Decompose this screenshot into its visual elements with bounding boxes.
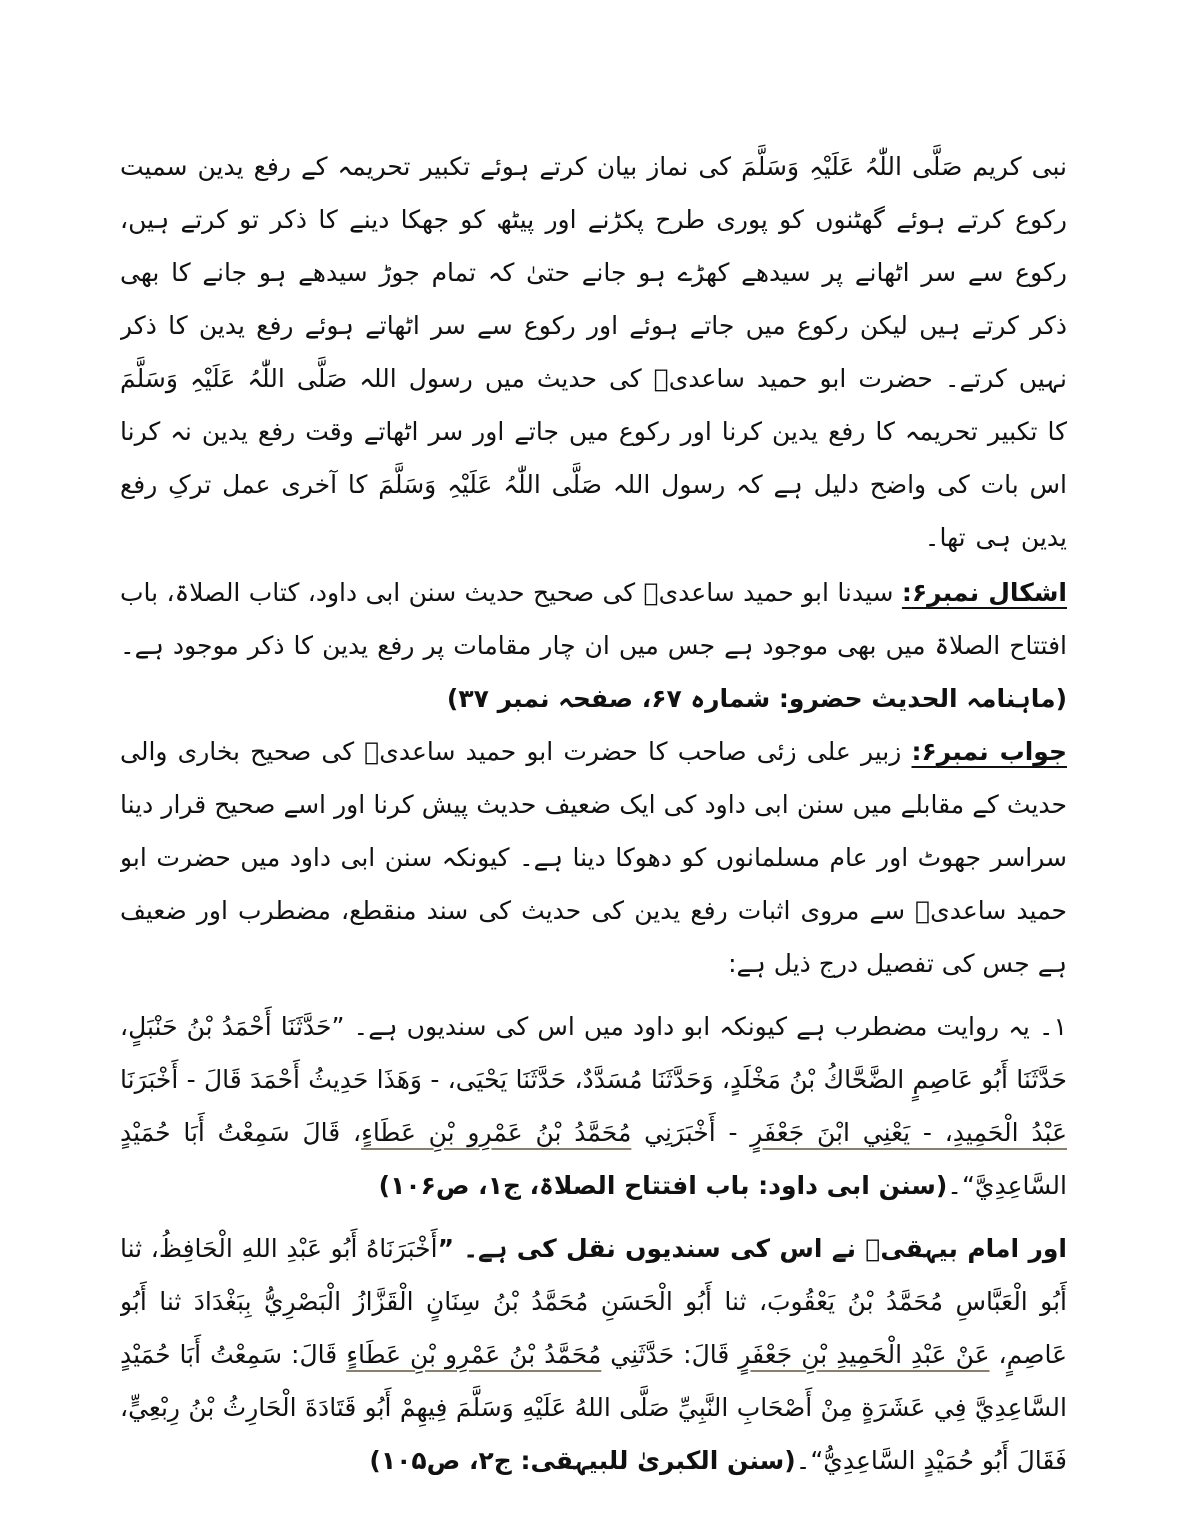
point-two-block [120,1222,1067,1480]
point-two-intro: اور امام بیہقیؒ نے اس کی سندیوں نقل کی ہے۔ ” [437,1234,1067,1263]
point-one-arabic-c: ، قَالَ سَمِعْتُ أَبَا حُمَيْدٍ السَّاعِدِيَّ [120,1118,1067,1200]
point-one-intro: ۱۔ یہ روایت مضطرب ہے کیونکہ ابو داود میں اس کی سندیوں ہے۔ ” [331,1012,1067,1041]
point-two-narrator-underlined: عَنْ عَبْدِ الْحَمِيدِ بْنِ جَعْفَرٍ [738,1340,990,1369]
point-one-close-quote: “۔ [947,1171,975,1200]
point-one-narrator-underlined: عَبْدُ الْحَمِيدِ، - يَعْنِي ابْنَ جَعْفَرٍ [750,1118,1067,1147]
point-two-narrator-underlined-2: مُحَمَّدُ بْنُ عَمْرِو بْنِ عَطَاءٍ [346,1340,602,1369]
point-two-reference: (سنن الکبریٰ للبیہقی: ج۲، ص۱۰۵) [369,1446,796,1475]
paragraph-intro [120,140,1067,564]
point-two-close-quote: “۔ [795,1446,824,1475]
point-one-block [120,1000,1067,1212]
objection-label: اشکال نمبر۶: [901,578,1067,607]
point-one-narrator-underlined-2: مُحَمَّدُ بْنُ عَمْرِو بْنِ عَطَاءٍ [361,1118,632,1147]
point-two-arabic-b: قَالَ: حَدَّثَنِي [601,1340,739,1369]
point-two-arabic-c: قَالَ: سَمِعْتُ أَبَا حُمَيْدٍ السَّاعِدِيَّ فِي عَشَرَةٍ مِنْ أَصْحَابِ النَّبِيِّ صَلَّى اللهُ عَلَيْهِ وَسَلَّمَ فِيهِمْ أَبُو قَتَادَةَ الْحَارِثُ بْنُ رِبْعِيٍّ، فَقَالَ أَبُو حُمَيْدٍ السَّاعِدِيُّ [120,1340,1067,1475]
point-one-reference: (سنن ابی داود: باب افتتاح الصلاۃ، ج۱، ص۱۰۶) [378,1171,948,1200]
answer-block [120,725,1067,990]
spacer-2 [120,1212,1067,1222]
paragraph-intro-text: نبی کریم صَلَّی اللّٰہُ عَلَیْہِ وَسَلَّمَ کی نماز بیان کرتے ہوئے تکبیر تحریمہ کے رفع یدین سمیت رکوع کرتے ہوئے گھٹنوں کو پوری طرح پکڑنے اور پیٹھ کو جھکا دینے کا ذکر تو کرتے ہیں، رکوع سے سر اٹھانے پر سیدھے کھڑے ہو جانے حتیٰ کہ تمام جوڑ سیدھے ہو جانے کا بھی ذکر کرتے ہیں لیکن رکوع میں جاتے ہوئے اور رکوع سے سر اٹھاتے ہوئے رفع یدین کا ذکر نہیں کرتے۔ حضرت ابو حمید ساعدیؓ کی حدیث میں رسول اللہ صَلَّی اللّٰہُ عَلَیْہِ وَسَلَّمَ کا تکبیر تحریمہ کا رفع یدین کرنا اور رکوع میں جاتے اور سر اٹھاتے وقت رفع یدین نہ کرنا اس بات کی واضح دلیل ہے کہ رسول اللہ صَلَّی اللّٰہُ عَلَیْہِ وَسَلَّمَ کا آخری عمل ترکِ رفع یدین ہی تھا۔ [120,152,1067,552]
spacer [120,990,1067,1000]
document-page [120,140,1067,1480]
objection-reference: (ماہنامہ الحدیث حضرو: شمارہ ۶۷، صفحہ نمبر ۳۷) [446,684,1067,713]
point-one-arabic-a: حَدَّثَنَا أَحْمَدُ بْنُ حَنْبَلٍ، حَدَّثَنَا أَبُو عَاصِمٍ الضَّحَّاكُ بْنُ مَخْلَدٍ، وَحَدَّثَنَا مُسَدَّدٌ، حَدَّثَنَا يَحْيَى، - وَهَذَا حَدِيثُ أَحْمَدَ قَالَ - أَخْبَرَنَا [120,1012,1067,1094]
point-one-arabic-b: - أَخْبَرَنِي [631,1118,751,1147]
objection-text: سیدنا ابو حمید ساعدیؓ کی صحیح حدیث سنن ابی داود، کتاب الصلاۃ، باب افتتاح الصلاۃ میں بھی موجود ہے جس میں ان چار مقامات پر رفع یدین کا ذکر موجود ہے۔ [120,578,1067,660]
point-two-arabic-a: أَخْبَرَنَاهُ أَبُو عَبْدِ اللهِ الْحَافِظُ، ثنا أَبُو الْعَبَّاسِ مُحَمَّدُ بْنُ يَعْقُوبَ، ثنا أَبُو الْحَسَنِ مُحَمَّدُ بْنُ سِنَانٍ الْقَزَّازُ الْبَصْرِيُّ بِبَغْدَادَ ثنا أَبُو عَاصِمٍ، [120,1234,1067,1369]
objection-block [120,566,1067,725]
answer-label: جواب نمبر۶: [911,737,1067,766]
answer-text: زبیر علی زئی صاحب کا حضرت ابو حمید ساعدیؓ کی صحیح بخاری والی حدیث کے مقابلے میں سنن ابی داود کی ایک ضعیف حدیث پیش کرنا اور اسے صحیح قرار دینا سراسر جھوٹ اور عام مسلمانوں کو دھوکا دینا ہے۔ کیونکہ سنن ابی داود میں حضرت ابو حمید ساعدیؓ سے مروی اثبات رفع یدین کی حدیث کی سند منقطع، مضطرب اور ضعیف ہے جس کی تفصیل درج ذیل ہے: [120,737,1067,978]
